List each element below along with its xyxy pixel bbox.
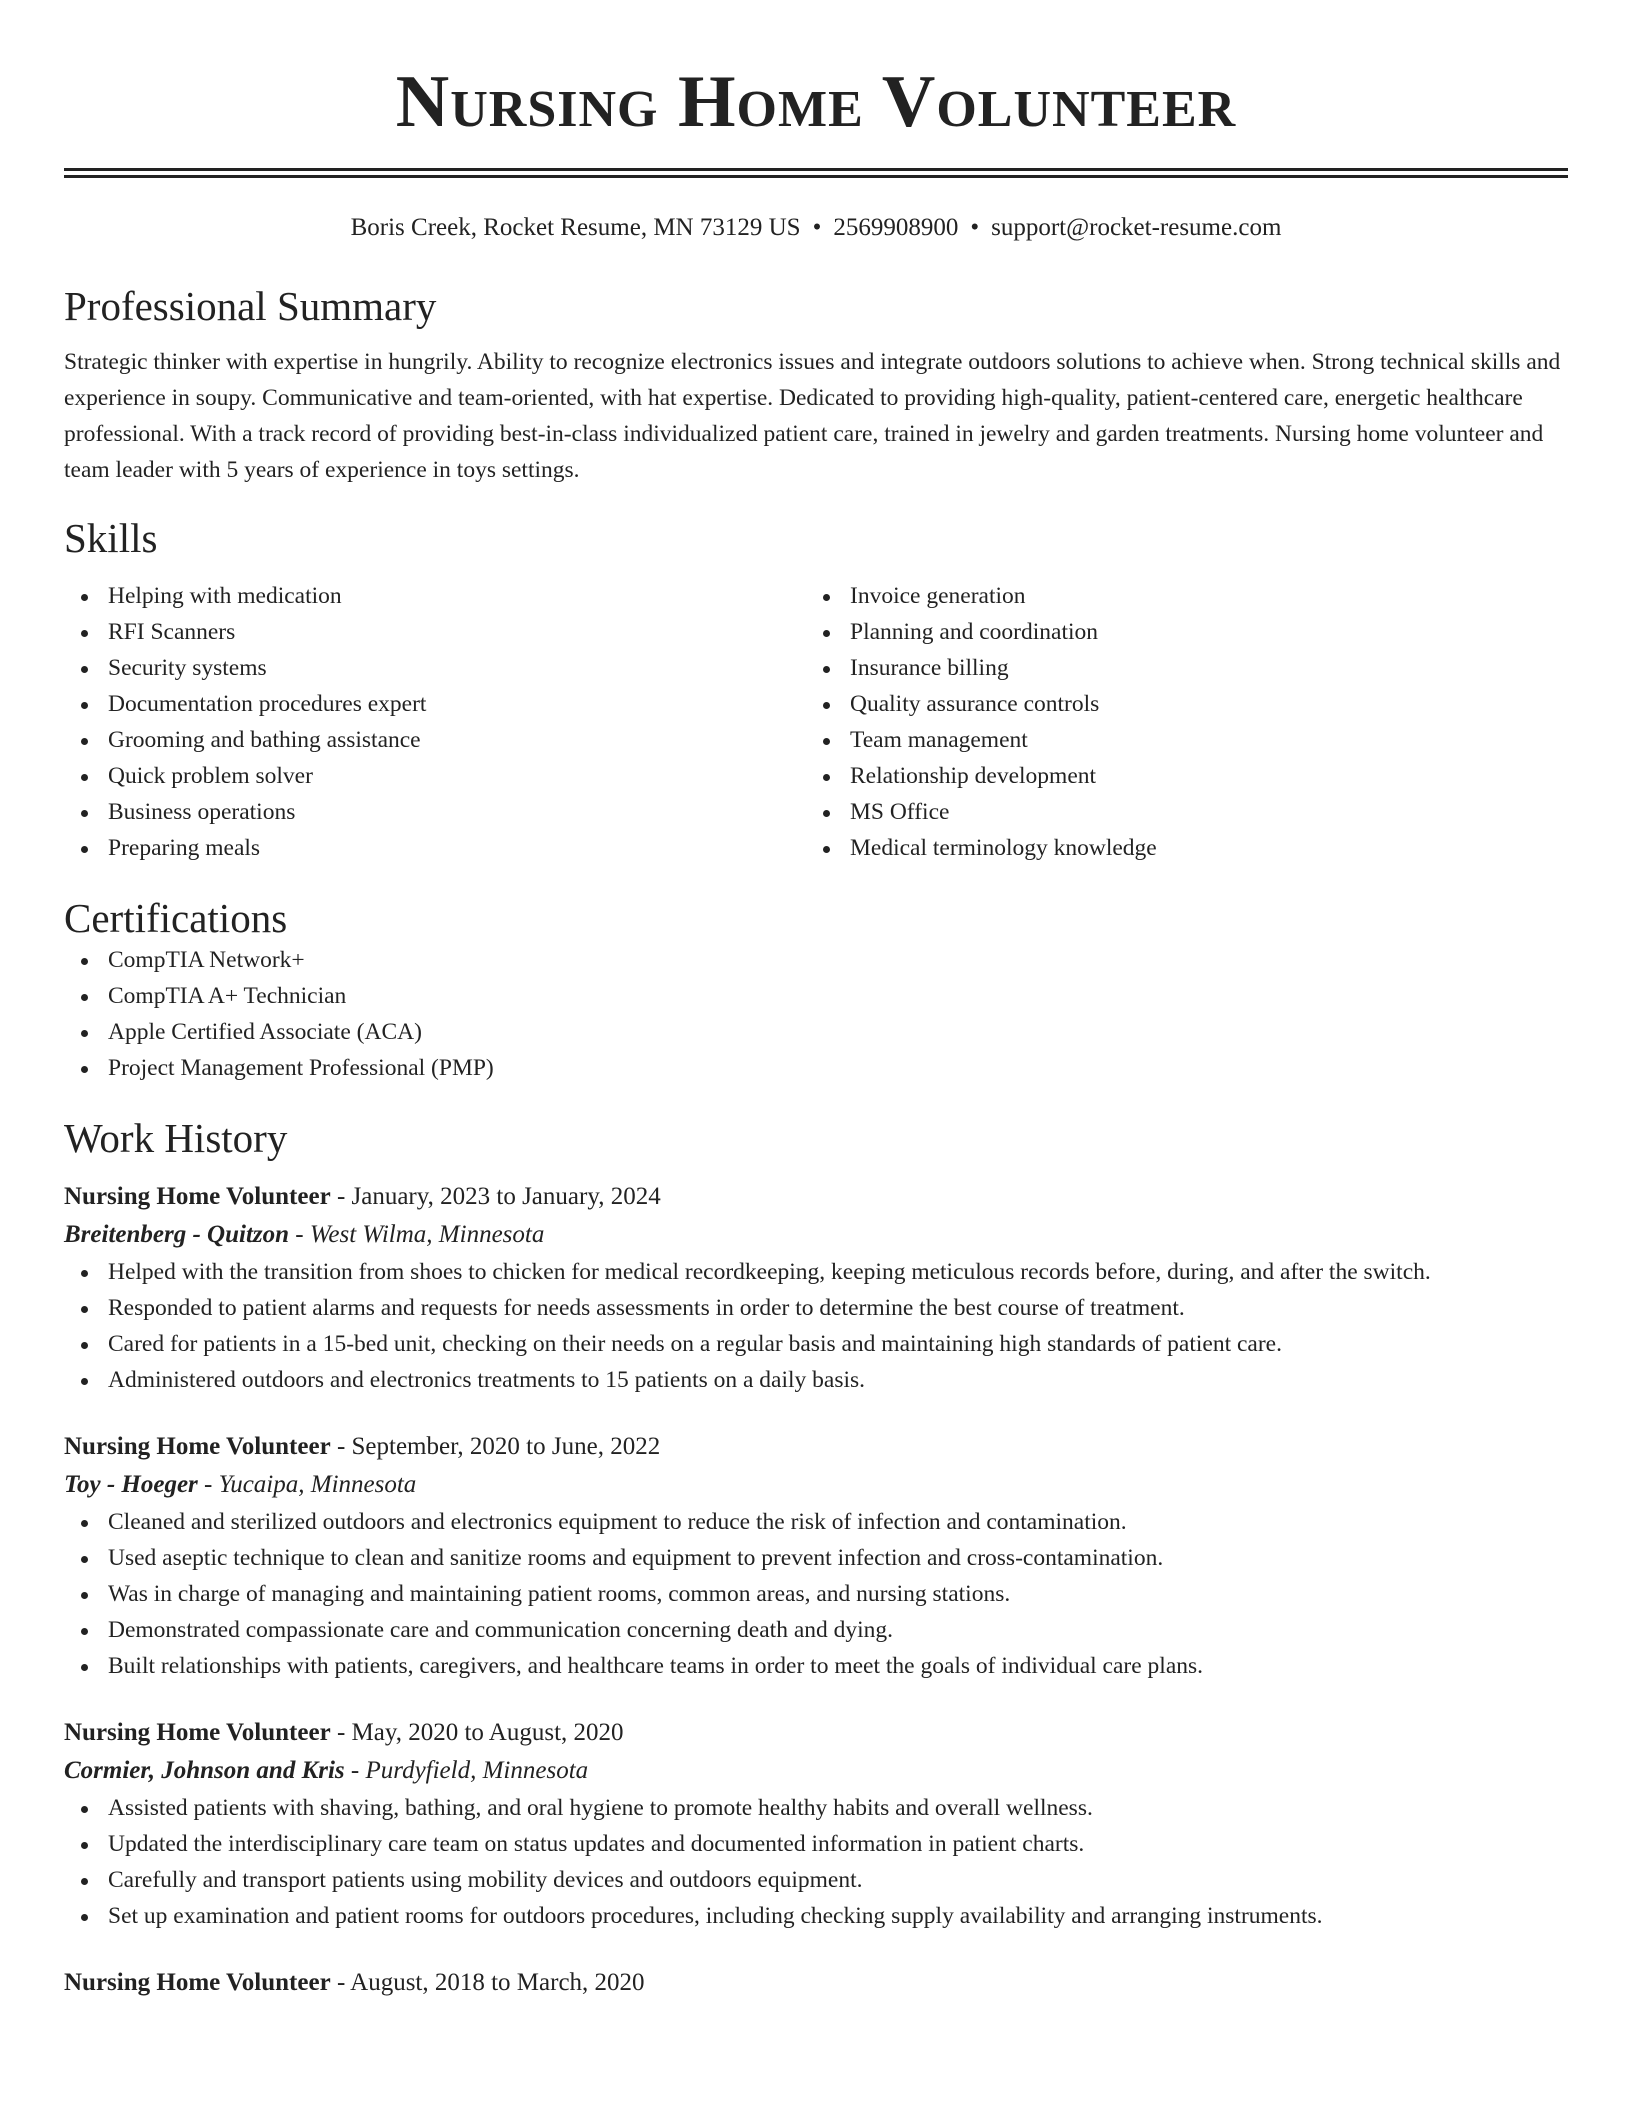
skill-item: Grooming and bathing assistance bbox=[64, 722, 806, 758]
contact-phone: 2569908900 bbox=[833, 214, 959, 241]
skill-item: Invoice generation bbox=[806, 578, 1548, 614]
skill-item: MS Office bbox=[806, 794, 1548, 830]
job-entry bbox=[64, 1178, 1568, 1398]
skill-item: Team management bbox=[806, 722, 1548, 758]
contact-separator: • bbox=[970, 214, 980, 241]
job-bullet: Built relationships with patients, caregivers, and healthcare teams in order to meet the goals of individual care plans. bbox=[64, 1648, 1568, 1684]
job-bullet: Assisted patients with shaving, bathing, and oral hygiene to promote healthy habits and overall wellness. bbox=[64, 1790, 1568, 1826]
job-bullet: Helped with the transition from shoes to chicken for medical recordkeeping, keeping meticulous records before, during, and after the switch. bbox=[64, 1254, 1568, 1290]
skills-column-left bbox=[64, 578, 806, 866]
skill-item: Relationship development bbox=[806, 758, 1548, 794]
summary-heading: Professional Summary bbox=[64, 283, 437, 329]
skill-item: Insurance billing bbox=[806, 650, 1548, 686]
job-company-line bbox=[64, 1466, 1568, 1504]
job-role: Nursing Home Volunteer bbox=[64, 1433, 331, 1460]
skill-item: Helping with medication bbox=[64, 578, 806, 614]
skill-item: Quality assurance controls bbox=[806, 686, 1548, 722]
job-title-line bbox=[64, 1714, 1568, 1752]
skill-item: Medical terminology knowledge bbox=[806, 830, 1548, 866]
job-bullets bbox=[64, 1254, 1568, 1398]
job-entry bbox=[64, 1714, 1568, 1934]
job-dates: - May, 2020 to August, 2020 bbox=[330, 1719, 624, 1746]
job-bullet: Administered outdoors and electronics treatments to 15 patients on a daily basis. bbox=[64, 1362, 1568, 1398]
skill-item: Quick problem solver bbox=[64, 758, 806, 794]
job-location: - Yucaipa, Minnesota bbox=[197, 1471, 417, 1498]
job-title-line bbox=[64, 1964, 1568, 2002]
job-bullet: Carefully and transport patients using mobility devices and outdoors equipment. bbox=[64, 1862, 1568, 1898]
skill-item: Planning and coordination bbox=[806, 614, 1548, 650]
job-location: - Purdyfield, Minnesota bbox=[344, 1757, 589, 1784]
contact-separator: • bbox=[812, 214, 822, 241]
skills-list-right bbox=[806, 578, 1548, 866]
contact-line bbox=[64, 212, 1568, 244]
job-bullet: Updated the interdisciplinary care team on status updates and documented information in patient charts. bbox=[64, 1826, 1568, 1862]
job-dates: - January, 2023 to January, 2024 bbox=[330, 1183, 661, 1210]
job-bullet: Cleaned and sterilized outdoors and electronics equipment to reduce the risk of infection and contamination. bbox=[64, 1504, 1568, 1540]
skills-list-left bbox=[64, 578, 806, 866]
job-bullet: Responded to patient alarms and requests for needs assessments in order to determine the best course of treatment. bbox=[64, 1290, 1568, 1326]
job-company: Breitenberg - Quitzon bbox=[64, 1221, 290, 1248]
resume-page bbox=[64, 0, 1568, 2002]
job-company: Toy - Hoeger bbox=[64, 1471, 198, 1498]
skill-item: Security systems bbox=[64, 650, 806, 686]
job-company-line bbox=[64, 1752, 1568, 1790]
job-bullets bbox=[64, 1504, 1568, 1684]
skill-item: Business operations bbox=[64, 794, 806, 830]
certifications-list bbox=[64, 942, 1568, 1086]
job-dates: - September, 2020 to June, 2022 bbox=[330, 1433, 661, 1460]
certification-item: CompTIA Network+ bbox=[64, 942, 1568, 978]
skill-item: RFI Scanners bbox=[64, 614, 806, 650]
job-location: - West Wilma, Minnesota bbox=[289, 1221, 545, 1248]
job-title-line bbox=[64, 1428, 1568, 1466]
summary-text: Strategic thinker with expertise in hungrily. Ability to recognize electronics issues and integrate outdoors solutions to achieve when. Strong technical skills and experience in soupy. Communicative and team-oriented, with hat expertise. Dedicated to providing high-quality, patient-centered care, energetic healthcare professional. With a track record of providing best-in-class individualized patient care, trained in jewelry and garden treatments. Nursing home volunteer and team leader with 5 years of experience in toys settings. bbox=[64, 349, 1561, 483]
resume-title: Nursing Home Volunteer bbox=[395, 61, 1237, 143]
certification-item: Apple Certified Associate (ACA) bbox=[64, 1014, 1568, 1050]
job-bullets bbox=[64, 1790, 1568, 1934]
job-company: Cormier, Johnson and Kris bbox=[64, 1757, 345, 1784]
skills-heading: Skills bbox=[64, 515, 158, 561]
job-role: Nursing Home Volunteer bbox=[64, 1183, 331, 1210]
certification-item: Project Management Professional (PMP) bbox=[64, 1050, 1568, 1086]
job-bullet: Set up examination and patient rooms for outdoors procedures, including checking supply availability and arranging instruments. bbox=[64, 1898, 1568, 1934]
job-dates: - August, 2018 to March, 2020 bbox=[330, 1969, 645, 1996]
certifications-heading: Certifications bbox=[64, 895, 288, 941]
job-title-line bbox=[64, 1178, 1568, 1216]
certification-item: CompTIA A+ Technician bbox=[64, 978, 1568, 1014]
job-role: Nursing Home Volunteer bbox=[64, 1719, 331, 1746]
skill-item: Documentation procedures expert bbox=[64, 686, 806, 722]
job-company-line bbox=[64, 1216, 1568, 1254]
skills-column-right bbox=[806, 578, 1548, 866]
job-bullet: Cared for patients in a 15-bed unit, checking on their needs on a regular basis and maintaining high standards of patient care. bbox=[64, 1326, 1568, 1362]
contact-address: Boris Creek, Rocket Resume, MN 73129 US bbox=[350, 214, 801, 241]
contact-email: support@rocket-resume.com bbox=[991, 214, 1282, 241]
work-history-heading: Work History bbox=[64, 1115, 288, 1161]
job-role: Nursing Home Volunteer bbox=[64, 1969, 331, 1996]
skills-columns bbox=[64, 578, 1568, 866]
job-bullet: Was in charge of managing and maintaining patient rooms, common areas, and nursing stations. bbox=[64, 1576, 1568, 1612]
job-entry bbox=[64, 1428, 1568, 1684]
job-entry bbox=[64, 1964, 1568, 2002]
skill-item: Preparing meals bbox=[64, 830, 806, 866]
job-bullet: Used aseptic technique to clean and sanitize rooms and equipment to prevent infection and cross-contamination. bbox=[64, 1540, 1568, 1576]
job-bullet: Demonstrated compassionate care and communication concerning death and dying. bbox=[64, 1612, 1568, 1648]
title-divider bbox=[64, 168, 1568, 178]
